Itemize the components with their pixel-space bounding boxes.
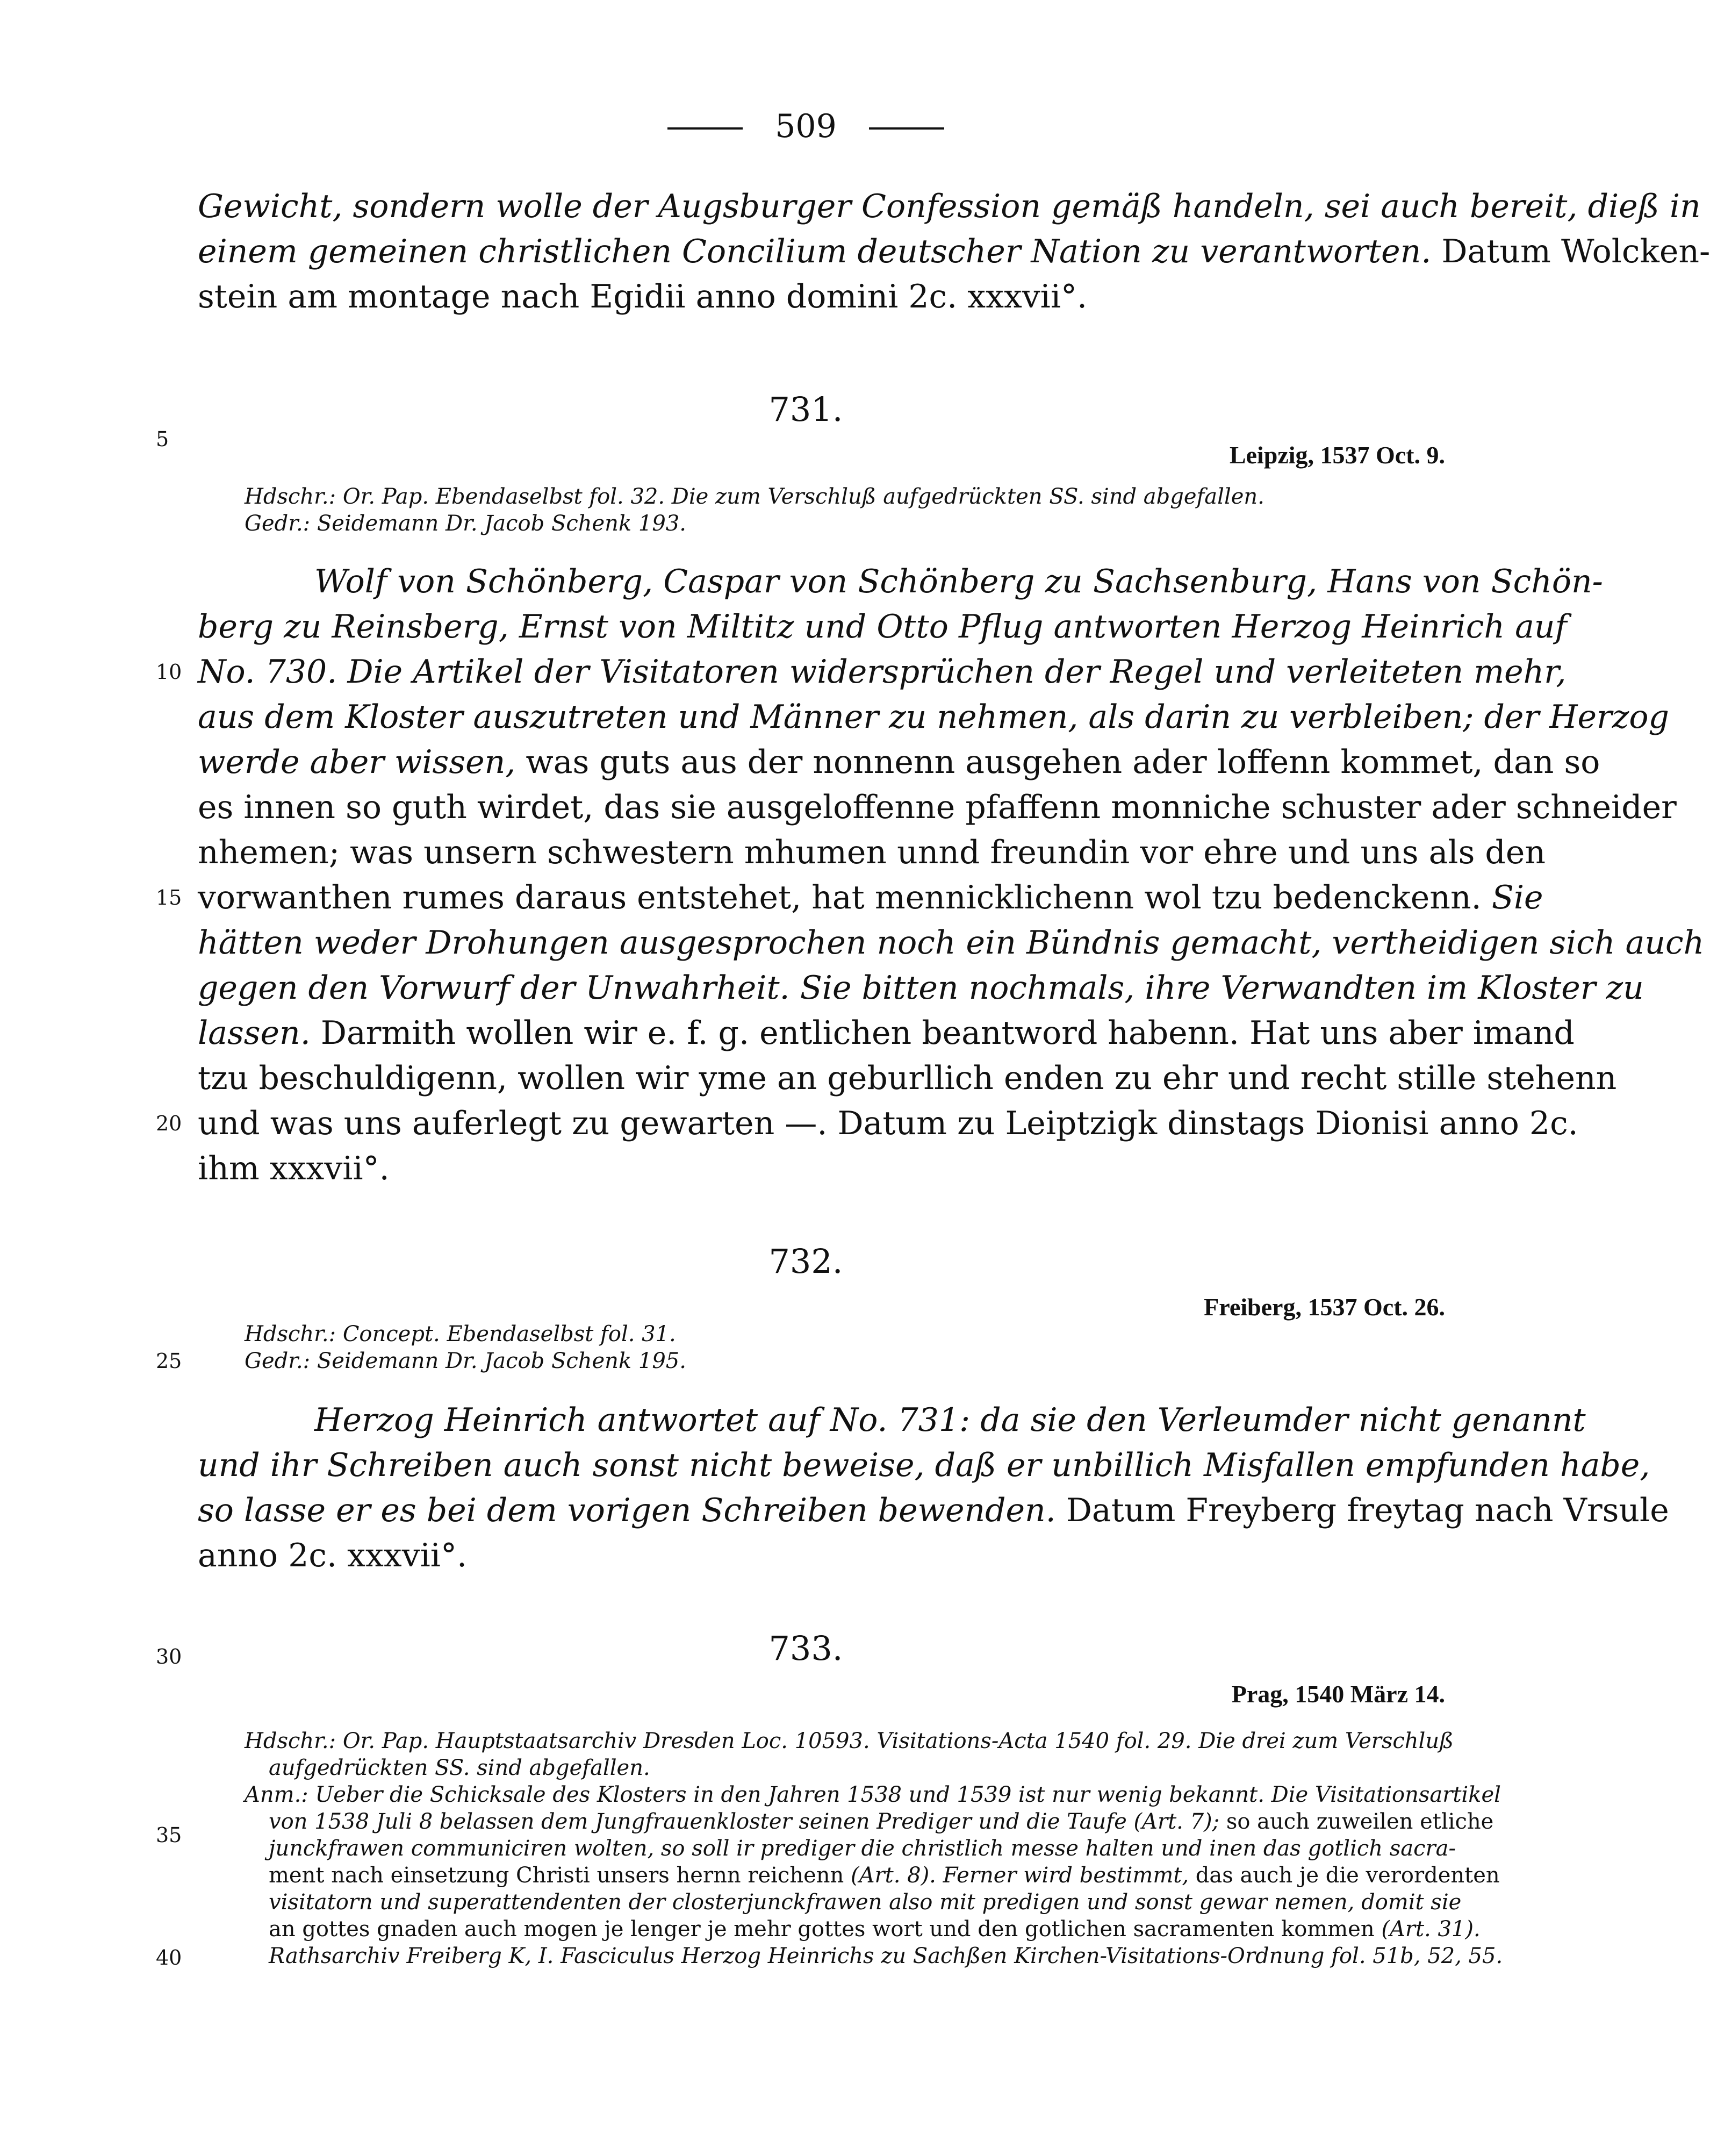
entry-732-line-3-italic: so lasse er es bei dem vorigen Schreiben bewenden. [198,1492,1056,1529]
entry-733-note-6-italic-1: (Art. 8). [851,1863,936,1888]
line-number-5: 5 [156,427,169,451]
entry-733-note-5: junckfrawen communiciren wolten, so soll ir prediger die christlich messe halten und inen das gotlich sacra- [269,1836,1456,1861]
line-number-25: 25 [156,1349,182,1373]
line-number-15: 15 [156,886,182,909]
entry-731-dateline: Leipzig, 1537 Oct. 9. [1229,441,1445,469]
entry-733-note-6 [269,1863,1500,1888]
entry-733-note-6-roman: ment nach einsetzung Christi unsers hernn reichenn [269,1863,844,1888]
line-number-10: 10 [156,660,182,684]
entry-731-line-1: Wolf von Schönberg, Caspar von Schönberg zu Sachsenburg, Hans von Schön- [314,563,1603,600]
entry-732-dateline: Freiberg, 1537 Oct. 26. [1204,1293,1445,1321]
entry-732-line-2: und ihr Schreiben auch sonst nicht beweise, daß er unbillich Misfallen empfunden habe, [198,1446,1650,1484]
entry-733-note-4-roman: so auch zuweilen etliche [1226,1809,1494,1834]
entry-731-line-9: hätten weder Drohungen ausgesprochen noch ein Bündnis gemacht, vertheidigen sich auch [198,924,1705,962]
opening-line-2 [198,229,1710,274]
line-number-30: 30 [156,1645,182,1668]
entry-733-note-9: Rathsarchiv Freiberg K, I. Fasciculus Herzog Heinrichs zu Sachßen Kirchen-Visitations-Ordnung fol. 51b, 52, 55. [269,1944,1503,1968]
entry-731-line-3: No. 730. Die Artikel der Visitatoren widersprüchen der Regel und verleiteten mehr, [198,653,1567,691]
entry-731-line-5-italic: werde aber wissen, [198,743,516,781]
entry-732-line-3 [198,1488,1669,1533]
entry-732-line-1: Herzog Heinrich antwortet auf No. 731: da sie den Verleumder nicht genannt [314,1401,1586,1439]
entry-731-print-note: Gedr.: Seidemann Dr. Jacob Schenk 193. [245,511,686,536]
entry-731-line-5-roman: was guts aus der nonnenn ausgehen ader loffenn kommet, dan so [526,743,1600,781]
entry-731-number: 731. [768,390,843,429]
line-number-35: 35 [156,1823,182,1847]
entry-733-note-6-roman-2: das auch je die verordenten [1195,1863,1500,1888]
entry-733-note-2: aufgedrückten SS. sind abgefallen. [269,1756,650,1780]
entry-732-print-note: Gedr.: Seidemann Dr. Jacob Schenk 195. [245,1349,686,1373]
entry-731-source-note: Hdschr.: Or. Pap. Ebendaselbst fol. 32. Die zum Verschluß aufgedrückten SS. sind abgefallen. [245,484,1264,509]
entry-731-line-11 [198,1011,1575,1056]
entry-731-line-4: aus dem Kloster auszutreten und Männer zu nehmen, als darin zu verbleiben; der Herzog [198,698,1669,736]
entry-731-line-11-italic: lassen. [198,1014,311,1052]
entry-733-note-8 [269,1916,1481,1942]
entry-731-line-8-italic: Sie [1491,879,1543,916]
entry-731-line-2: berg zu Reinsberg, Ernst von Miltitz und Otto Pflug antworten Herzog Heinrich auf [198,608,1567,646]
page-header [0,108,1612,145]
entry-731-line-8-roman: vorwanthen rumes daraus entstehet, hat mennicklichenn wol tzu bedenckenn. [198,879,1482,916]
entry-731-line-8 [198,875,1543,920]
entry-733-note-7: visitatorn und superattendenten der closterjunckfrawen also mit predigen und sonst gewar nemen, domit sie [269,1890,1462,1915]
entry-732-source-note: Hdschr.: Concept. Ebendaselbst fol. 31. [245,1322,676,1346]
entry-731-line-12: tzu beschuldigenn, wollen wir yme an geburllich enden zu ehr und recht stille stehenn [198,1059,1617,1097]
entry-731-line-10: gegen den Vorwurf der Unwahrheit. Sie bitten nochmals, ihre Verwandten im Kloster zu [198,969,1644,1007]
header-rule-right [869,127,944,130]
entry-733-note-6-italic-2: Ferner wird bestimmt, [943,1863,1189,1888]
entry-733-note-4 [269,1809,1493,1835]
opening-line-1: Gewicht, sondern wolle der Augsburger Confession gemäß handeln, sei auch bereit, dieß in [198,188,1701,225]
entry-732-number: 732. [768,1242,843,1281]
entry-733-note-4-italic: von 1538 Juli 8 belassen dem Jungfrauenkloster seinen Prediger und die Taufe (Art. 7); [269,1809,1220,1834]
line-number-40: 40 [156,1946,182,1969]
entry-733-note-1: Hdschr.: Or. Pap. Hauptstaatsarchiv Dresden Loc. 10593. Visitations-Acta 1540 fol. 29. Die drei zum Verschluß [245,1729,1454,1753]
page-number: 509 [775,108,837,145]
entry-731-line-11-roman: Darmith wollen wir e. f. g. entlichen beantword habenn. Hat uns aber imand [320,1014,1575,1052]
opening-line-2-italic: einem gemeinen christlichen Concilium deutscher Nation zu verantworten. [198,233,1432,270]
entry-733-note-8-italic: (Art. 31). [1381,1917,1481,1942]
opening-line-3: stein am montage nach Egidii anno domini 2c. xxxvii°. [198,278,1088,316]
entry-731-line-7: nhemen; was unsern schwestern mhumen unnd freundin vor ehre und uns als den [198,834,1546,871]
line-number-20: 20 [156,1112,182,1135]
opening-line-2-roman: Datum Wolcken- [1441,233,1710,270]
entry-731-line-5 [198,740,1600,785]
header-rule-left [667,127,743,130]
entry-733-dateline: Prag, 1540 März 14. [1231,1680,1445,1708]
entry-733-number: 733. [768,1629,843,1668]
entry-731-line-6: es innen so guth wirdet, das sie ausgeloffenne pfaffenn monniche schuster ader schneider [198,789,1677,826]
entry-733-note-8-roman: an gottes gnaden auch mogen je lenger je mehr gottes wort und den gotlichen sacramenten kommen [269,1917,1375,1942]
entry-733-note-3: Anm.: Ueber die Schicksale des Klosters in den Jahren 1538 und 1539 ist nur wenig bekannt. Die Visitationsartikel [245,1782,1501,1807]
entry-732-line-3-roman: Datum Freyberg freytag nach Vrsule [1066,1492,1669,1529]
entry-731-line-14: ihm xxxvii°. [198,1150,390,1187]
entry-732-line-4: anno 2c. xxxvii°. [198,1537,468,1574]
entry-731-line-13: und was uns auferlegt zu gewarten —. Datum zu Leiptzigk dinstags Dionisi anno 2c. [198,1105,1578,1142]
